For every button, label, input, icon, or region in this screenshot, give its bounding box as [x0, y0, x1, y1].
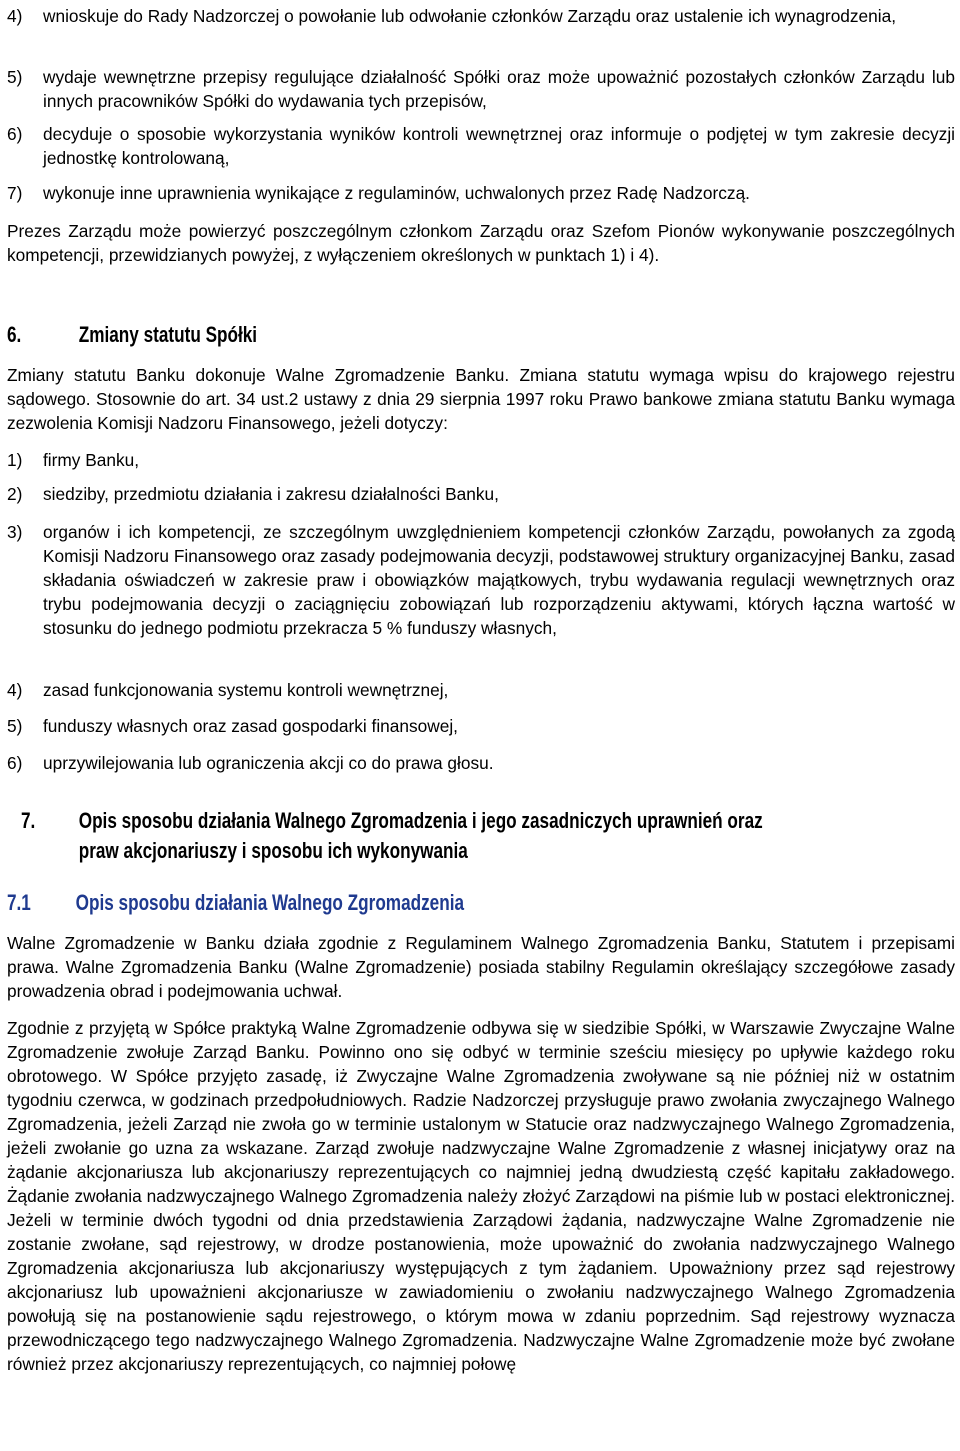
section-title: Opis sposobu działania Walnego Zgromadzenia i jego zasadniczych uprawnień oraz	[78, 808, 763, 833]
list-item	[7, 4, 955, 28]
list-item	[7, 482, 955, 506]
paragraph-wz-1: Walne Zgromadzenie w Banku działa zgodnie z Regulaminem Walnego Zgromadzenia Banku, Statutem i przepisami prawa. Walne Zgromadzenia Banku (Walne Zgromadzenie) posiada stabilny Regulamin określający szczegółowe zasady prowadzenia obrad i podejmowania uchwał.	[7, 933, 955, 1001]
subsection-number: 7.1	[7, 890, 31, 915]
list-text: wnioskuje do Rady Nadzorczej o powołanie lub odwołanie członków Zarządu oraz ustalenie ich wynagrodzenia,	[43, 6, 897, 26]
list-number: 2)	[7, 484, 23, 504]
section-heading-line	[21, 836, 750, 866]
list-text: wykonuje inne uprawnienia wynikające z regulaminów, uchwalonych przez Radę Nadzorczą.	[43, 183, 750, 203]
paragraph-prezes: Prezes Zarządu może powierzyć poszczególnym członkom Zarządu oraz Szefom Pionów wykonywanie poszczególnych kompetencji, przewidzianych powyżej, z wyłączeniem określonych w punktach 1) i 4).	[7, 221, 955, 265]
list-text: siedziby, przedmiotu działania i zakresu działalności Banku,	[43, 484, 499, 504]
list-item	[7, 520, 955, 640]
paragraph-wz-2: Zgodnie z przyjętą w Spółce praktyką Walne Zgromadzenie odbywa się w siedzibie Spółki, w Warszawie Zwyczajne Walne Zgromadzenie zwołuje Zarząd Banku. Powinno ono się odbyć w terminie sześciu miesięcy po upływie każdego roku obrotowego. W Spółce przyjęto zasadę, iż Zwyczajne Walne Zgromadzenia zwoływane są nie później niż w ostatnim tygodniu czerwca, w godzinach przedpołudniowych. Radzie Nadzorczej przysługuje prawo zwołania zwyczajnego Walnego Zgromadzenia, jeżeli Zarząd nie zwoła go w terminie ustalonym w Statucie oraz nadzwyczajnego Walnego Zgromadzenia, jeżeli zwołanie go uzna za wskazane. Zarząd zwołuje nadzwyczajne Walne Zgromadzenie z własnej inicjatywy oraz na żądanie akcjonariusza lub akcjonariuszy reprezentujących co najmniej jedną dwudziestą część kapitału zakładowego. Żądanie zwołania nadzwyczajnego Walnego Zgromadzenia należy złożyć Zarządowi na piśmie lub w postaci elektronicznej. Jeżeli w terminie dwóch tygodni od dnia przedstawienia Zarządowi żądania, nadzwyczajne Walne Zgromadzenie nie zostanie zwołane, sąd rejestrowy, w drodze postanowienia, może upoważnić do zwołania nadzwyczajnego Walnego Zgromadzenia akcjonariusza lub akcjonariuszy występujących z tym żądaniem. Upoważniony przez sąd rejestrowy akcjonariusz lub upoważnieni akcjonariusze w zawiadomieniu o zwołaniu nadzwyczajnego Walnego Zgromadzenia powołują się na postanowienie sądu rejestrowego, o którym mowa w zdaniu poprzednim. Sąd rejestrowy wyznacza przewodniczącego tego nadzwyczajnego Walnego Zgromadzenia. Nadzwyczajne Walne Zgromadzenie może być zwołane również przez akcjonariuszy reprezentujących, co najmniej połowę	[7, 1018, 955, 1374]
list-text: decyduje o sposobie wykorzystania wyników kontroli wewnętrznej oraz informuje o podjętej w tym zakresie decyzji jednostkę kontrolowaną,	[43, 124, 955, 168]
section-title: Zmiany statutu Spółki	[78, 322, 258, 347]
list-item	[7, 122, 955, 170]
list-number: 5)	[7, 67, 23, 87]
list-number: 4)	[7, 680, 23, 700]
subsection-heading-text	[7, 888, 746, 918]
list-item	[7, 678, 955, 702]
section-heading-7	[21, 806, 955, 866]
section-heading-line	[21, 806, 763, 836]
list-number: 4)	[7, 6, 23, 26]
paragraph-zmiany: Zmiany statutu Banku dokonuje Walne Zgromadzenie Banku. Zmiana statutu wymaga wpisu do krajowego rejestru sądowego. Stosownie do art. 34 ust.2 ustawy z dnia 29 sierpnia 1997 roku Prawo bankowe zmiana statutu Banku wymaga zezwolenia Komisji Nadzoru Finansowego, jeżeli dotyczy:	[7, 365, 955, 433]
list-item	[7, 448, 955, 472]
list-text: uprzywilejowania lub ograniczenia akcji co do prawa głosu.	[43, 753, 494, 773]
list-number: 6)	[7, 753, 23, 773]
subsection-title: Opis sposobu działania Walnego Zgromadzenia	[75, 890, 465, 915]
section-number: 7.	[21, 808, 36, 833]
list-item	[7, 181, 955, 205]
list-number: 7)	[7, 183, 23, 203]
list-text: funduszy własnych oraz zasad gospodarki finansowej,	[43, 716, 458, 736]
section-heading-text	[7, 320, 257, 350]
list-text: zasad funkcjonowania systemu kontroli wewnętrznej,	[43, 680, 449, 700]
list-number: 5)	[7, 716, 23, 736]
list-item	[7, 714, 955, 738]
list-text: organów i ich kompetencji, ze szczególnym uwzględnieniem kompetencji członków Zarządu, powołanych za zgodą Komisji Nadzoru Finansowego oraz zasady podejmowania decyzji, podstawowej struktury organizacyjnej Banku, zasad składania oświadczeń w zakresie praw i obowiązków majątkowych, trybu wydawania regulacji wewnętrznych oraz trybu podejmowania decyzji o zaciągnięciu zobowiązań lub rozporządzeniu aktywami, których łączna wartość w stosunku do jednego podmiotu przekracza 5 % funduszy własnych,	[43, 522, 955, 638]
list-item	[7, 65, 955, 113]
section-heading-6	[7, 320, 955, 350]
list-number: 1)	[7, 450, 23, 470]
list-text: wydaje wewnętrzne przepisy regulujące działalność Spółki oraz może upoważnić pozostałych członków Zarządu lub innych pracowników Spółki do wydawania tych przepisów,	[43, 67, 955, 111]
section-number: 6.	[7, 322, 22, 347]
list-item	[7, 751, 955, 775]
section-heading-7-1	[7, 888, 955, 918]
list-number: 3)	[7, 522, 23, 542]
section-title-continued: praw akcjonariuszy i sposobu ich wykonywania	[78, 838, 468, 863]
list-number: 6)	[7, 124, 23, 144]
list-text: firmy Banku,	[43, 450, 140, 470]
